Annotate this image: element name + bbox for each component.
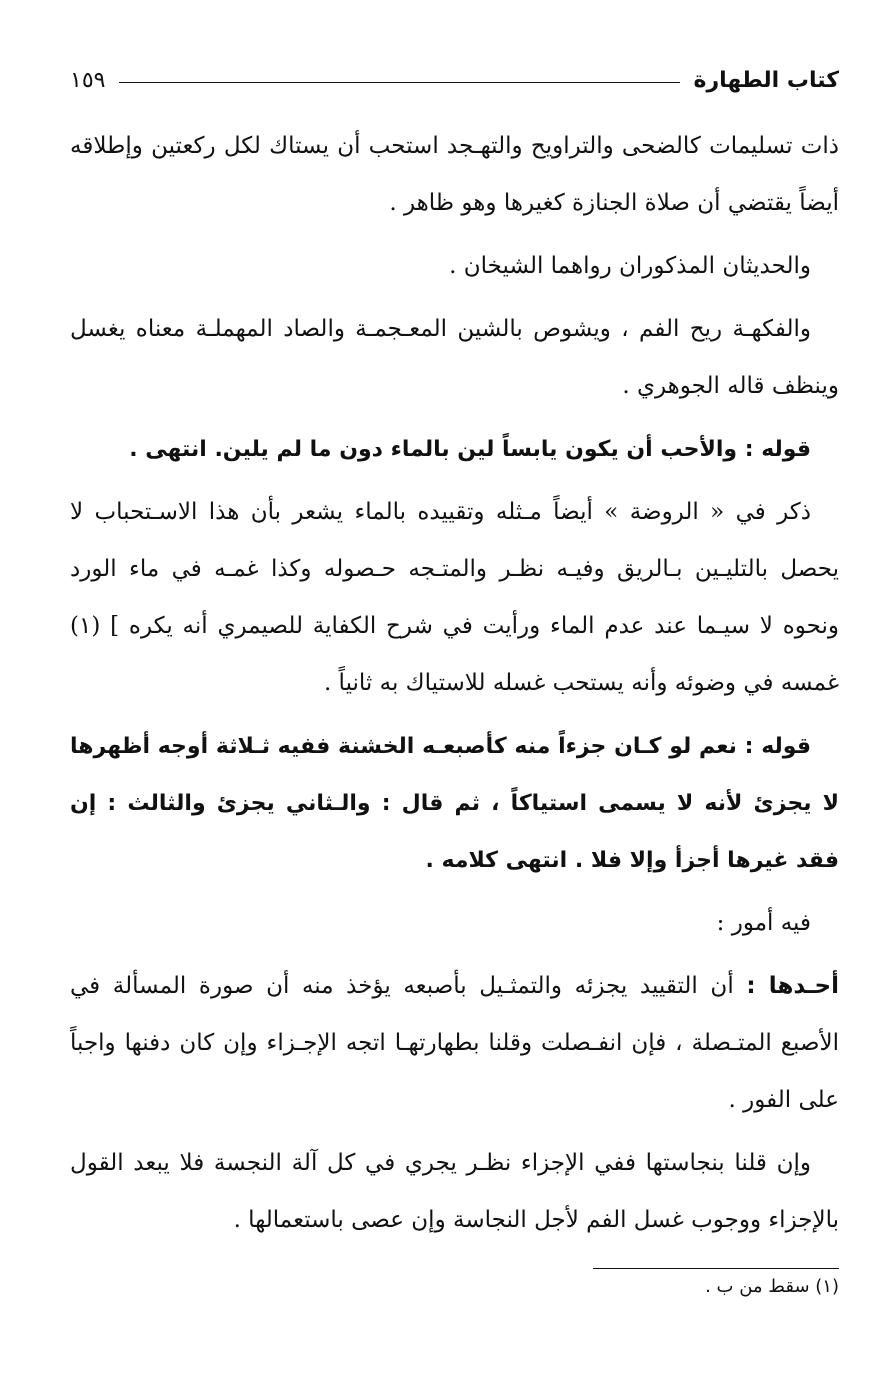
paragraph-3: والفكهـة ريح الفم ، ويشوص بالشين المعـجمـة والصاد المهملـة معناه يغسل وينظف قاله الجوهري . (70, 316, 839, 399)
paragraph-6 (70, 958, 839, 1129)
header-rule (119, 82, 679, 83)
quote-heading-2: قوله : نعم لو كـان جزءاً منه كأصبعـه الخشنة ففيه ثـلاثة أوجه أظهرها لا يجزئ لأنه لا يسمى استياكاً ، ثم قال : والـثاني يجزئ والثالث : إن فقد غيرها أجزأ وإلا فلا . انتهى كلامه . (70, 734, 839, 873)
footnote-rule (593, 1268, 839, 1269)
main-text (70, 118, 839, 1255)
paragraph-6-text: أن التقييد يجزئه والتمثـيل بأصبعه يؤخذ منه أن صورة المسألة في الأصبع المتـصلة ، فإن انفـصلت وقلنا بطهارتهـا اتجه الإجـزاء وإن كان دفنها واجباً على الفور . (70, 973, 839, 1113)
paragraph-1: ذات تسليمات كالضحى والتراويح والتهـجد استحب أن يستاك لكل ركعتين وإطلاقه أيضاً يقتضي أن صلاة الجنازة كغيرها وهو ظاهر . (70, 133, 839, 216)
paragraph-5: فيه أمور : (716, 910, 811, 936)
running-header (70, 62, 839, 98)
book-title: كتاب الطهارة (693, 67, 839, 93)
footnote: (١) سقط من ب . (705, 1276, 839, 1297)
paragraph-4: ذكر في « الروضة » أيضاً مـثله وتقييده بالماء يشعر بأن هذا الاسـتحباب لا يحصل بالتليـين بـالريق وفيـه نظـر والمتـجه حـصوله وكذا غمـه في ماء الورد ونحوه لا سيـما عند عدم الماء ورأيت في شرح الكفاية للصيمري أنه يكره ] (١) غمسه في وضوئه وأنه يستحب غسله للاستياك به ثانياً . (70, 499, 839, 696)
quote-heading-1: قوله : والأحب أن يكون يابساً لين بالماء دون ما لم يلين. انتهى . (129, 437, 811, 462)
paragraph-7: وإن قلنا بنجاستها ففي الإجزاء نظـر يجري في كل آلة النجسة فلا يبعد القول بالإجزاء ووجوب غسل الفم لأجل النجاسة وإن عصى باستعمالها . (70, 1150, 839, 1233)
paragraph-6-lead: أحـدها : (746, 973, 839, 999)
page-number: ١٥٩ (70, 67, 106, 93)
paragraph-2: والحديثان المذكوران رواهما الشيخان . (449, 253, 811, 279)
